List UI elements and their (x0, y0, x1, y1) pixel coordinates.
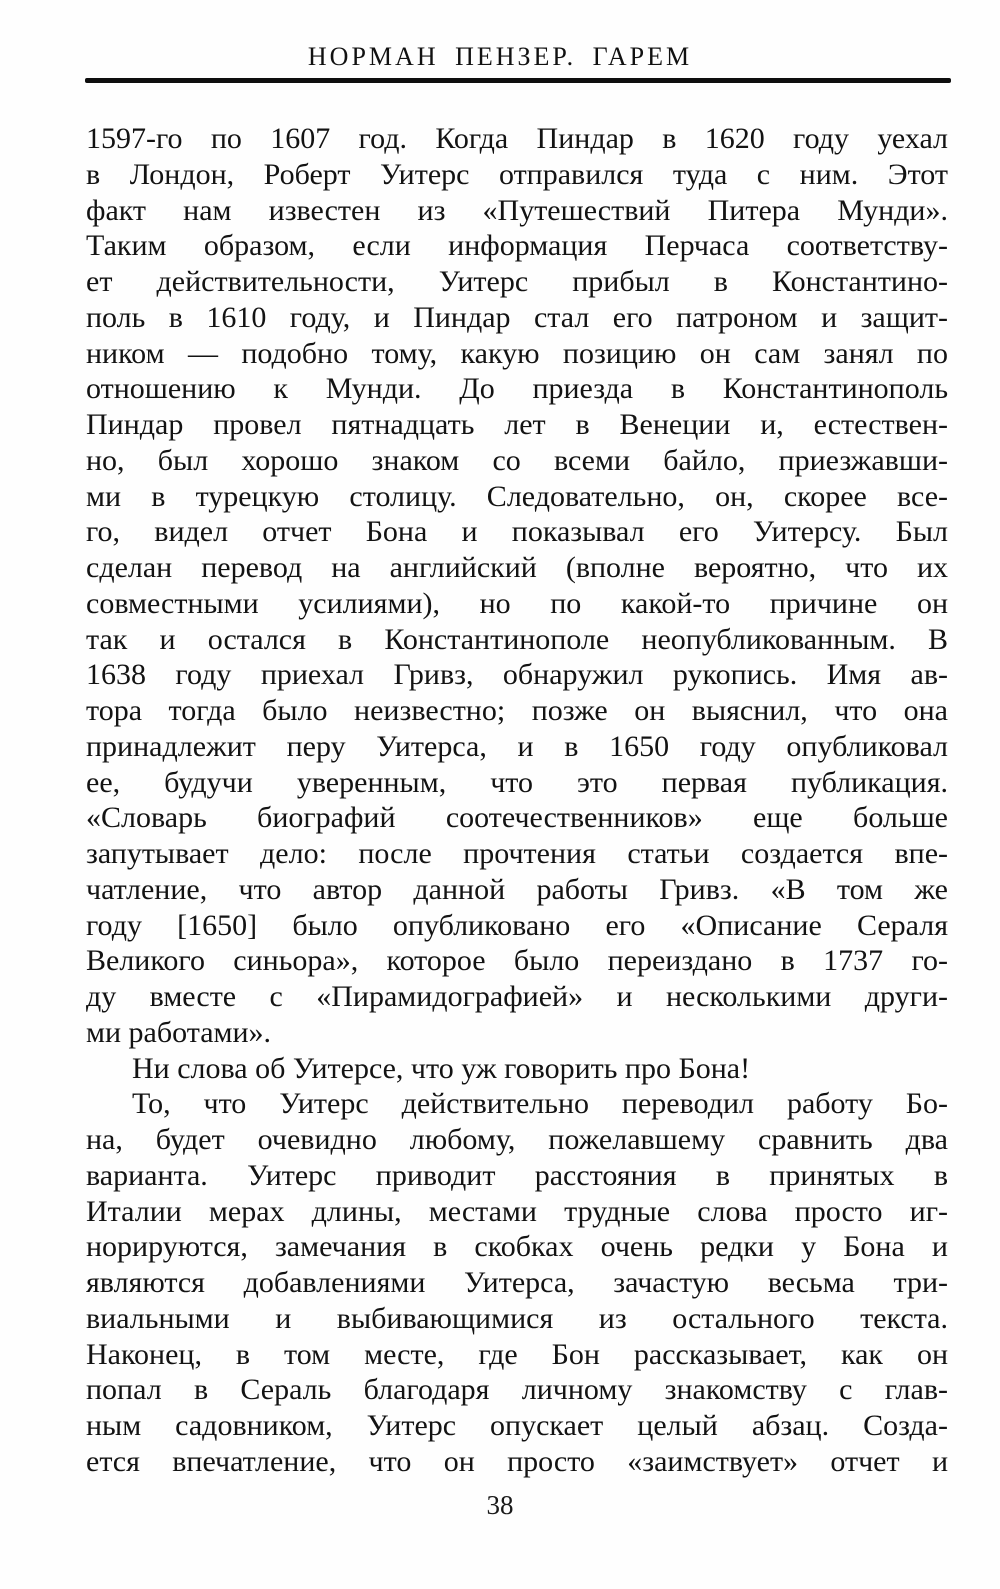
text-line: чатление, что автор данной работы Гривз. «В том же (86, 872, 948, 906)
text-line: отношению к Мунди. До приезда в Константинополь (86, 372, 948, 406)
text-line: ми в турецкую столицу. Следовательно, он, скорее все- (86, 479, 948, 513)
text-line: запутывает дело: после прочтения статьи создается впе- (86, 837, 948, 870)
text-line: являются добавлениями Уитерса, зачастую весьма три- (86, 1266, 948, 1299)
text-line: тора тогда было неизвестно; позже он выяснил, что она (86, 694, 948, 727)
text-line: варианта. Уитерс приводит расстояния в принятых в (86, 1158, 948, 1192)
text-line-paragraph-start: То, что Уитерс действительно переводил работу Бо- (132, 1087, 948, 1121)
text-line: на, будет очевидно любому, пожелавшему сравнить два (86, 1123, 948, 1156)
text-line: Таким образом, если информация Перчаса соответству- (86, 229, 948, 263)
text-line: норируются, замечания в скобках очень редки у Бона и (86, 1230, 948, 1264)
text-line: Великого синьора», которое было переиздано в 1737 го- (86, 944, 948, 978)
text-line: году [1650] было опубликовано его «Описание Сераля (86, 908, 948, 942)
text-line: сделан перевод на английский (вполне вероятно, что их (86, 551, 948, 584)
header-rule (85, 78, 951, 83)
text-line: Наконец, в том месте, где Бон рассказывает, как он (86, 1337, 948, 1371)
body-text (86, 121, 948, 1480)
text-line: Пиндар провел пятнадцать лет в Венеции и, естествен- (86, 408, 948, 441)
text-line: ду вместе с «Пирамидографией» и несколькими други- (86, 980, 948, 1013)
text-line: ется впечатление, что он просто «заимствует» отчет и (86, 1444, 948, 1478)
text-line: попал в Сераль благодаря личному знакомству с глав- (86, 1373, 948, 1407)
text-line: принадлежит перу Уитерса, и в 1650 году опубликовал (86, 729, 948, 763)
text-line: факт нам известен из «Путешествий Питера Мунди». (86, 193, 948, 227)
running-header: НОРМАН ПЕНЗЕР. ГАРЕМ (307, 42, 693, 71)
text-line: виальными и выбивающимися из остального текста. (86, 1301, 948, 1335)
text-line: в Лондон, Роберт Уитерс отправился туда с ним. Этот (86, 157, 948, 191)
text-line-paragraph-end: ми работами». (86, 1015, 272, 1049)
text-line: «Словарь биографий соотечественников» еще больше (86, 801, 948, 835)
text-line: 1597-го по 1607 год. Когда Пиндар в 1620 году уехал (86, 122, 948, 155)
text-line-paragraph: Ни слова об Уитерсе, что уж говорить про Бона! (132, 1051, 751, 1085)
text-line: но, был хорошо знаком со всеми байло, приезжавши- (86, 443, 948, 477)
page-number: 38 (486, 1490, 514, 1520)
text-line: ником — подобно тому, какую позицию он сам занял по (86, 336, 948, 370)
text-line: ным садовником, Уитерс опускает целый абзац. Созда- (86, 1409, 948, 1442)
text-line: совместными усилиями), но по какой-то причине он (86, 586, 948, 620)
text-line: Италии мерах длины, местами трудные слова просто иг- (86, 1194, 948, 1228)
text-line: поль в 1610 году, и Пиндар стал его патроном и защит- (86, 300, 948, 334)
text-line: го, видел отчет Бона и показывал его Уитерсу. Был (86, 515, 948, 549)
text-line: так и остался в Константинополе неопубликованным. В (86, 622, 948, 656)
text-line: ее, будучи уверенным, что это первая публикация. (86, 765, 948, 799)
text-line: 1638 году приехал Гривз, обнаружил рукопись. Имя ав- (86, 658, 948, 692)
text-line: ет действительности, Уитерс прибыл в Константино- (86, 265, 948, 298)
